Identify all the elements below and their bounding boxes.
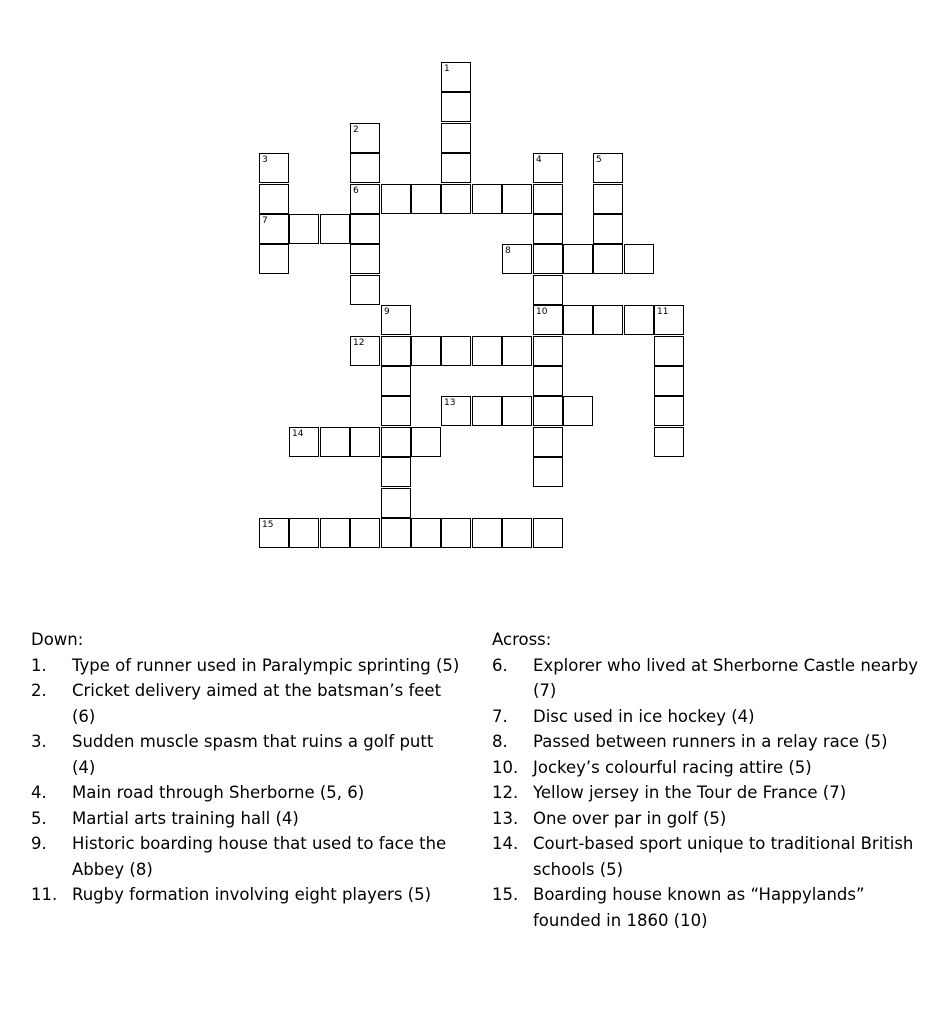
crossword-cell[interactable] (593, 184, 623, 214)
crossword-cell[interactable] (381, 518, 411, 548)
crossword-cell[interactable] (502, 336, 532, 366)
clue-text: One over par in golf (5) (533, 808, 727, 828)
crossword-cell[interactable] (259, 244, 289, 274)
across-clue (492, 882, 922, 933)
crossword-cell[interactable] (350, 275, 380, 305)
crossword-cell[interactable] (472, 396, 502, 426)
across-clue-list (492, 653, 922, 934)
down-clue (31, 882, 461, 908)
clue-number: 8. (492, 732, 508, 751)
crossword-cell[interactable] (441, 92, 471, 122)
clue-text: Historic boarding house that used to face the Abbey (8) (72, 834, 447, 879)
clue-text: Rugby formation involving eight players (5) (72, 885, 432, 904)
crossword-cell[interactable] (533, 336, 563, 366)
crossword-cell[interactable] (441, 396, 471, 426)
crossword-cell[interactable] (381, 305, 411, 335)
crossword-cell[interactable] (381, 184, 411, 214)
crossword-cell[interactable] (624, 305, 654, 335)
crossword-cell[interactable] (350, 244, 380, 274)
crossword-cell[interactable] (654, 366, 684, 396)
crossword-cell[interactable] (411, 518, 441, 548)
crossword-cell[interactable] (350, 336, 380, 366)
crossword-cell[interactable] (320, 518, 350, 548)
crossword-cell[interactable] (533, 214, 563, 244)
cell-number: 15 (262, 520, 274, 530)
crossword-cell[interactable] (350, 123, 380, 153)
clue-number: 15. (492, 885, 519, 904)
across-clues (492, 627, 922, 933)
clue-text: Martial arts training hall (4) (72, 808, 299, 828)
clue-text: Jockey’s colourful racing attire (5) (533, 757, 812, 777)
crossword-cell[interactable] (533, 153, 563, 183)
crossword-cell[interactable] (411, 184, 441, 214)
crossword-cell[interactable] (502, 244, 532, 274)
clue-number: 11. (31, 885, 58, 904)
clue-number: 10. (492, 757, 519, 777)
crossword-cell[interactable] (320, 214, 350, 244)
crossword-cell[interactable] (259, 184, 289, 214)
crossword-cell[interactable] (593, 305, 623, 335)
clue-text: Explorer who lived at Sherborne Castle nearby (7) (533, 655, 919, 700)
clue-number: 2. (31, 681, 47, 700)
crossword-cell[interactable] (289, 518, 319, 548)
crossword-cell[interactable] (502, 184, 532, 214)
clue-number: 13. (492, 808, 519, 828)
crossword-cell[interactable] (563, 396, 593, 426)
down-clues (31, 627, 461, 908)
down-clue-list (31, 653, 461, 908)
clue-text: Main road through Sherborne (5, 6) (72, 783, 365, 802)
crossword-cell[interactable] (654, 427, 684, 457)
crossword-cell[interactable] (533, 305, 563, 335)
crossword-cell[interactable] (472, 336, 502, 366)
clue-text: Court-based sport unique to traditional British schools (5) (533, 834, 914, 879)
cell-number: 9 (384, 307, 390, 317)
down-clue (31, 678, 461, 729)
crossword-cell[interactable] (593, 153, 623, 183)
cell-number: 5 (596, 155, 602, 165)
crossword-cell[interactable] (472, 518, 502, 548)
cell-number: 3 (262, 155, 268, 165)
across-clue (492, 831, 922, 882)
crossword-cell[interactable] (320, 427, 350, 457)
clue-text: Passed between runners in a relay race (5) (533, 732, 888, 751)
across-clue (492, 780, 922, 806)
crossword-cell[interactable] (563, 305, 593, 335)
crossword-cell[interactable] (381, 457, 411, 487)
crossword-cell[interactable] (533, 427, 563, 457)
cell-number: 13 (444, 398, 456, 408)
crossword-cell[interactable] (381, 366, 411, 396)
crossword-cell[interactable] (350, 427, 380, 457)
cell-number: 12 (353, 338, 365, 348)
cell-number: 6 (353, 186, 359, 196)
crossword-cell[interactable] (411, 427, 441, 457)
cell-number: 2 (353, 125, 359, 135)
crossword-cell[interactable] (624, 244, 654, 274)
crossword-cell[interactable] (563, 244, 593, 274)
crossword-cell[interactable] (593, 214, 623, 244)
crossword-cell[interactable] (350, 214, 380, 244)
crossword-cell[interactable] (533, 366, 563, 396)
crossword-cell[interactable] (441, 518, 471, 548)
cell-number: 11 (657, 307, 669, 317)
crossword-cell[interactable] (533, 275, 563, 305)
down-clue (31, 729, 461, 780)
crossword-cell[interactable] (593, 244, 623, 274)
cell-number: 1 (444, 64, 450, 74)
crossword-cell[interactable] (411, 336, 441, 366)
cell-number: 14 (292, 429, 304, 439)
across-heading: Across: (492, 630, 552, 649)
crossword-cell[interactable] (441, 62, 471, 92)
clue-text: Yellow jersey in the Tour de France (7) (533, 783, 847, 802)
cell-number: 10 (536, 307, 548, 317)
crossword-cell[interactable] (350, 184, 380, 214)
across-clue (492, 729, 922, 755)
crossword-cell[interactable] (502, 518, 532, 548)
cell-number: 7 (262, 216, 268, 226)
crossword-cell[interactable] (441, 336, 471, 366)
clue-text: Disc used in ice hockey (4) (533, 706, 755, 726)
down-clue (31, 806, 461, 832)
across-clue (492, 806, 922, 832)
crossword-cell[interactable] (533, 518, 563, 548)
clue-number: 4. (31, 783, 47, 802)
crossword-cell[interactable] (350, 518, 380, 548)
clue-text: Boarding house known as “Happylands” founded in 1860 (10) (533, 885, 865, 930)
across-clue (492, 704, 922, 730)
clue-text: Sudden muscle spasm that ruins a golf putt (4) (72, 732, 434, 777)
crossword-cell[interactable] (654, 336, 684, 366)
clue-number: 1. (31, 655, 47, 675)
crossword-cell[interactable] (381, 396, 411, 426)
clue-number: 3. (31, 732, 47, 751)
down-clue (31, 831, 461, 882)
crossword-cell[interactable] (259, 518, 289, 548)
clue-number: 12. (492, 783, 519, 802)
clue-number: 5. (31, 808, 47, 828)
crossword-cell[interactable] (654, 396, 684, 426)
down-clue (31, 653, 461, 679)
clue-number: 7. (492, 706, 508, 726)
crossword-cell[interactable] (533, 184, 563, 214)
crossword-cell[interactable] (259, 153, 289, 183)
crossword-cell[interactable] (381, 336, 411, 366)
crossword-cell[interactable] (381, 488, 411, 518)
crossword-cell[interactable] (533, 396, 563, 426)
across-clue (492, 653, 922, 704)
crossword-cell[interactable] (441, 184, 471, 214)
down-heading: Down: (31, 630, 84, 649)
clue-number: 9. (31, 834, 47, 853)
clue-number: 6. (492, 655, 508, 675)
crossword-cell[interactable] (441, 123, 471, 153)
crossword-cell[interactable] (533, 244, 563, 274)
across-clue (492, 755, 922, 781)
down-clue (31, 780, 461, 806)
crossword-cell[interactable] (350, 153, 380, 183)
crossword-cell[interactable] (289, 427, 319, 457)
crossword-cell[interactable] (472, 184, 502, 214)
crossword-cell[interactable] (289, 214, 319, 244)
crossword-cell[interactable] (502, 396, 532, 426)
crossword-cell[interactable] (441, 153, 471, 183)
cell-number: 8 (505, 246, 511, 256)
cell-number: 4 (536, 155, 542, 165)
crossword-cell[interactable] (381, 427, 411, 457)
crossword-cell[interactable] (654, 305, 684, 335)
crossword-cell[interactable] (533, 457, 563, 487)
crossword-cell[interactable] (259, 214, 289, 244)
clue-number: 14. (492, 834, 519, 853)
clue-text: Type of runner used in Paralympic sprinting (5) (72, 655, 460, 675)
clue-text: Cricket delivery aimed at the batsman’s feet (6) (72, 681, 442, 726)
